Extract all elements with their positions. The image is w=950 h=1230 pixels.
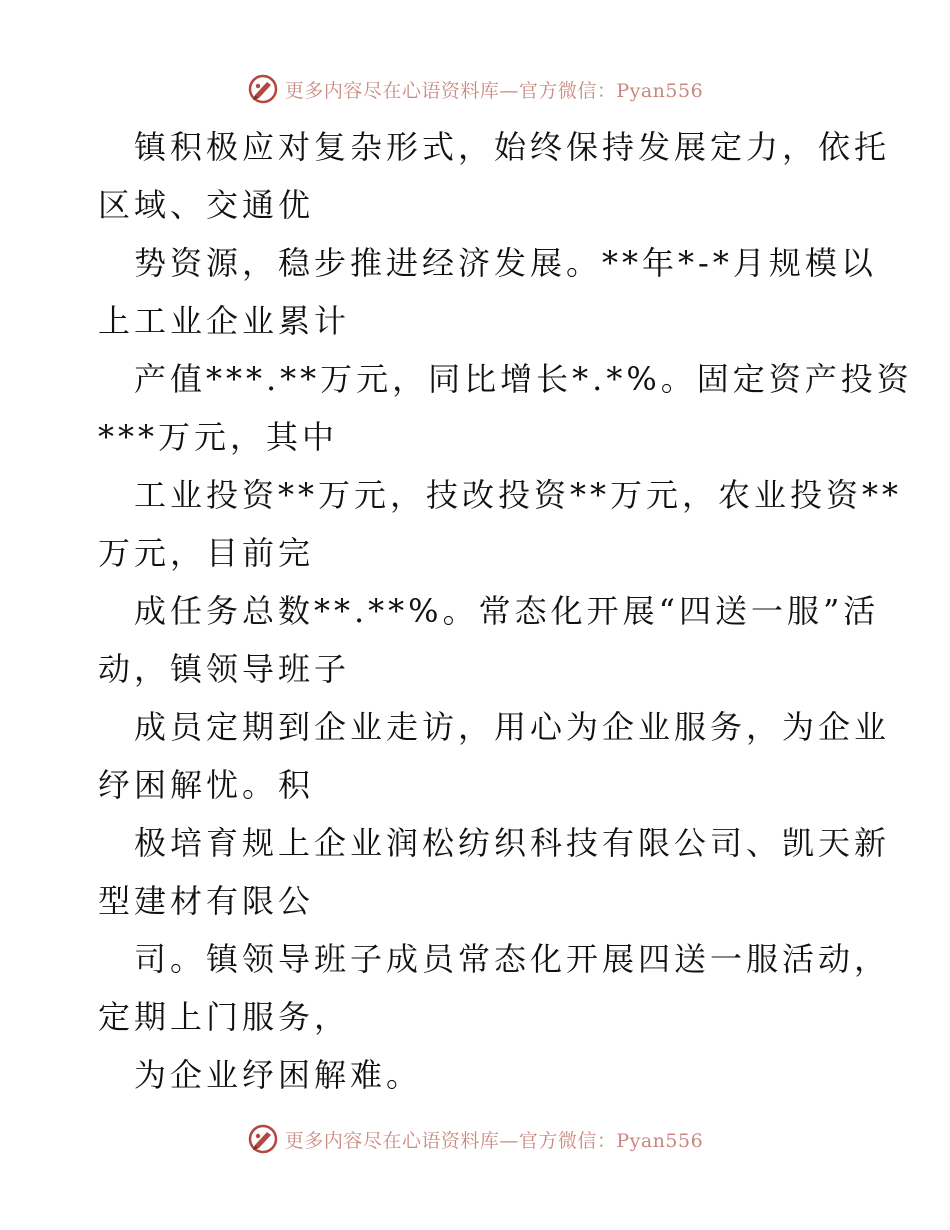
text-line: 极培育规上企业润松纺织科技有限公司、凯天新 bbox=[134, 824, 891, 862]
text-line: 成任务总数**.**%。常态化开展“四送一服”活 bbox=[134, 592, 880, 630]
seal-pen-icon bbox=[247, 1123, 279, 1155]
header-watermark bbox=[0, 72, 950, 106]
text-line: 势资源，稳步推进经济发展。**年*-*月规模以 bbox=[134, 244, 877, 282]
text-line: 区域、交通优 bbox=[98, 186, 315, 224]
text-line: ***万元，其中 bbox=[98, 418, 339, 456]
watermark-text: 更多内容尽在心语资料库—官方微信：Pyan556 bbox=[284, 79, 704, 102]
watermark-text: 更多内容尽在心语资料库—官方微信：Pyan556 bbox=[284, 1129, 704, 1152]
text-line: 镇积极应对复杂形式，始终保持发展定力，依托 bbox=[134, 128, 891, 166]
text-line: 上工业企业累计 bbox=[98, 302, 351, 340]
text-line: 动，镇领导班子 bbox=[98, 650, 351, 688]
footer-watermark bbox=[0, 1122, 950, 1156]
text-line: 成员定期到企业走访，用心为企业服务，为企业 bbox=[134, 708, 891, 746]
text-line: 纾困解忧。积 bbox=[98, 766, 315, 804]
text-line: 产值***.**万元，同比增长*.*%。固定资产投资 bbox=[134, 360, 913, 398]
document-body bbox=[98, 118, 913, 1104]
text-line: 定期上门服务， bbox=[98, 998, 351, 1036]
text-line: 司。镇领导班子成员常态化开展四送一服活动， bbox=[134, 940, 891, 978]
text-line: 为企业纾困解难。 bbox=[134, 1056, 423, 1094]
text-line: 工业投资**万元，技改投资**万元，农业投资** bbox=[134, 476, 903, 514]
seal-pen-icon bbox=[247, 73, 279, 105]
text-line: 万元，目前完 bbox=[98, 534, 315, 572]
text-line: 型建材有限公 bbox=[98, 882, 315, 920]
